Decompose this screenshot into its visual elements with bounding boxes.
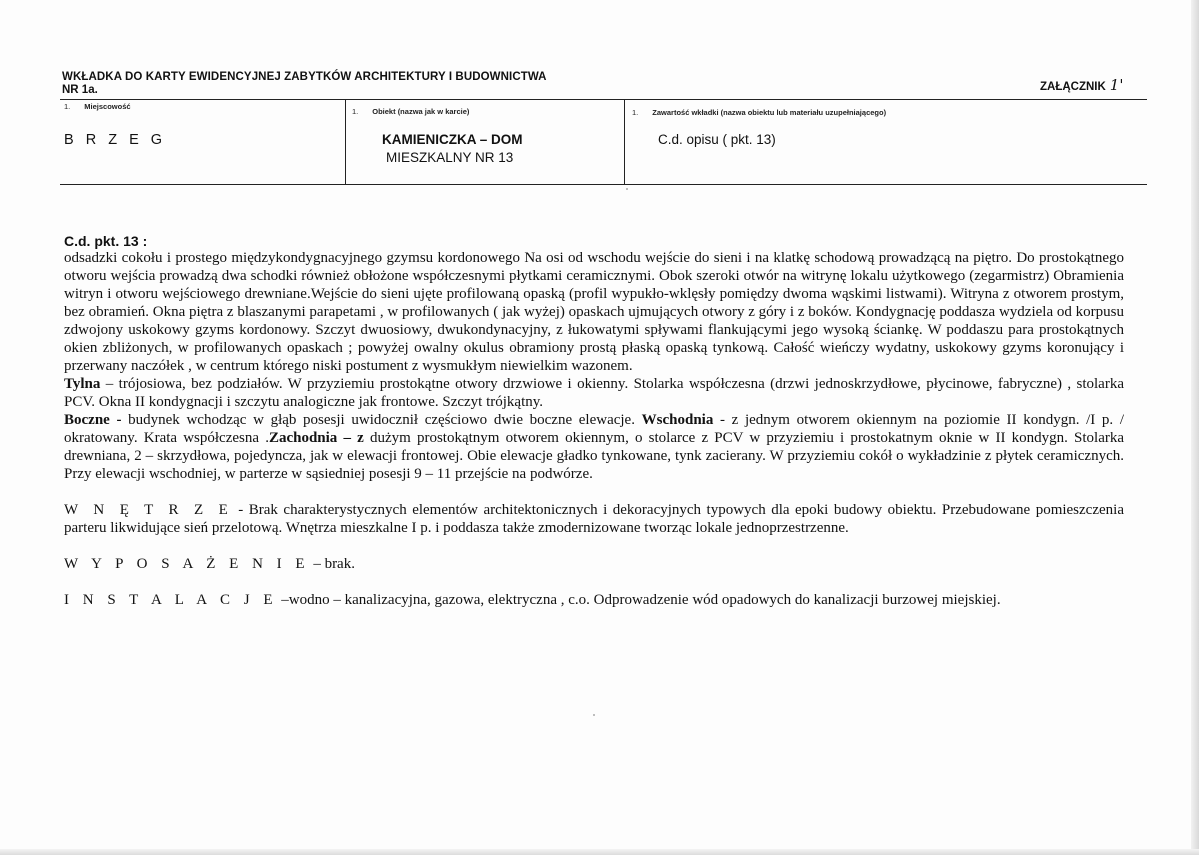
wyposazenie-label: W Y P O S A Ż E N I E [64, 556, 310, 572]
field-label-obiekt: 1. Obiekt (nazwa jak w karcie) [352, 107, 470, 116]
annex-number: 1' [1109, 76, 1124, 94]
boczne-label: Boczne - [64, 412, 122, 428]
description-body [64, 233, 1124, 609]
field-label-miejscowosc: 1. Miejscowość [64, 102, 131, 111]
field-label-zawartosc: 1. Zawartość wkładki (nazwa obiektu lub materiału uzupełniającego) [632, 108, 887, 117]
annex-label [1040, 76, 1123, 94]
field-value-zawartosc: C.d. opisu ( pkt. 13) [658, 132, 776, 147]
form-title: WKŁADKA DO KARTY EWIDENCYJNEJ ZABYTKÓW ARCHITEKTURY I BUDOWNICTWA [62, 71, 547, 83]
field-value-obiekt-line2: MIESZKALNY NR 13 [386, 150, 514, 165]
section-heading: C.d. pkt. 13 : [64, 233, 148, 249]
scan-speck [593, 714, 595, 716]
field-value-obiekt-line1: KAMIENICZKA – DOM [382, 132, 523, 147]
field-value-miejscowosc: B R Z E G [64, 132, 167, 148]
page-edge-shadow [1191, 0, 1199, 855]
paragraph-interior: W N Ę T R Z E - Brak charakterystycznych elementów architektonicznych i dekoracyjnych typowych dla epoki budowy obiektu. Przebudowane pomieszczenia parteru likwidujące sień przelotową. Wnętrza mieszkalne I p. i poddasza także zmodernizowane tworząc lokale jednoprzestrzenne. [64, 502, 1124, 536]
page-bottom-shadow [0, 849, 1199, 855]
annex-text: ZAŁĄCZNIK [1040, 81, 1106, 93]
form-number: NR 1a. [62, 84, 98, 96]
wnetrze-label: W N Ę T R Z E [64, 502, 233, 518]
form-column-divider-1 [345, 99, 346, 185]
form-top-rule [60, 99, 1147, 100]
paragraph-installations: I N S T A L A C J E –wodno – kanalizacyjna, gazowa, elektryczna , c.o. Odprowadzenie wód opadowych do kanalizacji burzowej miejskiej. [64, 592, 1001, 608]
paragraph-equipment: W Y P O S A Ż E N I E – brak. [64, 556, 355, 572]
form-bottom-rule [60, 184, 1147, 185]
instalacje-label: I N S T A L A C J E [64, 592, 278, 608]
form-column-divider-2 [624, 99, 625, 185]
paragraph-front: odsadzki cokołu i prostego międzykondygnacyjnego gzymsu kordonowego Na osi od wschodu wejście do sieni i na klatkę schodową prowadzącą na piętro. Do prostokątnego otworu wejścia prowadzą dwa schodki również obłożone współczesnymi płytkami ceramicznymi. Obok szeroki otwór na witrynę lokalu użytkowego (zegarmistrz) Obramienia witryn i otworu wejściowego drewniane.Wejście do sieni ujęte profilowaną opaską (profil wypukło-wklęsły pomiędzy dwoma wąskimi listwami). Witryna z otworem prostym, bez obramień. Okna piętra z blaszanymi parapetami , w profilowanych ( jak wyżej) opaskach ujmujących otwory z góry i z boków. Kondygnację poddasza wydziela od korpusu zdwojony uskokowy gzyms kordonowy. Szczyt dwuosiowy, dwukondynacyjny, z łukowatymi spływami flankującymi jego wysoką ściankę. W poddaszu para prostokątnych okien zbliżonych, w profilowanych opaskach ; powyżej owalny okulus obramiony prostą płaską opaską tynkową. Całość wieńczy wydatny, uskokowy gzyms koronujący i przerwany naczółek , w centrum którego niski postument z wysmukłym niewielkim wazonem. Tylna – trójosiowa, bez podziałów. W przyziemiu prostokątne otwory drzwiowe i okienny. Stolarka współczesna (drzwi jednoskrzydłowe, płycinowe, fabryczne) , stolarka PCV. Okna II kondygnacji i szczytu analogiczne jak frontowe. Szczyt trójkątny. Boczne - budynek wchodząc w głąb posesji uwidocznił częściowo dwie boczne elewacje. Wschodnia - z jednym otworem okiennym na poziomie II kondygn. /I p. / okratowany. Krata współczesna .Zachodnia – z dużym prostokątnym otworem okiennym, o stolarce z PCV w przyziemiu i prostokatnym oknie w II kondygn. Stolarka drewniana, 2 – skrzydłowa, pojedyncza, jak w elewacji frontowej. Obie elewacje gładko tynkowane, tynk zacierany. W przyziemiu cokół o wykładzinie z płytek ceramicznych. Przy elewacji wschodniej, w parterze w sąsiedniej posesji 9 – 11 przejście na podwórze. [64, 250, 1125, 482]
tylna-label: Tylna [64, 376, 101, 392]
zachodnia-label: Zachodnia – z [268, 430, 364, 446]
wschodnia-label: Wschodnia [641, 412, 714, 428]
scan-speck [626, 188, 628, 190]
